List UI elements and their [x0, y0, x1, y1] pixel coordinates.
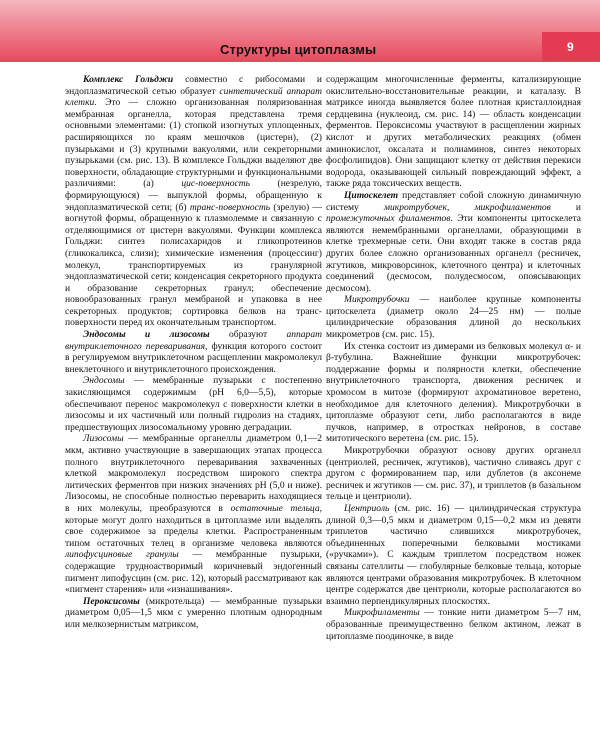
paragraph-peroxisomes-cont: содержащим многочисленные ферменты, катализирующие окислительно-восстановительные реакции, и каталазу. В матриксе иногда выявляется более плотная кристаллоидная сердцевина (нуклеоид, см. рис. 14) — область конденсации ферментов. Пероксисомы участвуют в расщеплении жирных кислот и других метаболических реакциях (обмен аминокислот, оксалата и полиаминов, синтез некоторых фосфолипидов). Они защищают клетку от действия перекиси водорода, оказывающей сильный повреждающий эффект, а также ряда токсических веществ. — [326, 74, 581, 190]
page-number: 9 — [567, 40, 574, 54]
term-golgi: Комплекс Гольджи — [83, 74, 174, 85]
paragraph-centriole: Центриоль (см. рис. 16) — цилиндрическая структура длиной 0,3—0,5 мкм и диаметром 0,15—0,2 мкм из девяти триплетов частично слившихся микротрубочек, объединенных поперечными белковыми мостиками («ручками»). С каждым триплетом посредством ножек связаны сателлиты — глобулярные белковые тельца, которые являются центрами образования микротрубочек. В клеточном центре содержатся две центриоли, которые располагаются во взаимно перпендикулярных плоскостях. — [326, 502, 581, 607]
paragraph-lysosomes: Лизосомы — мембранные органеллы диаметром 0,1—2 мкм, активно участвующие в завершающих этапах процесса полного внутриклеточного переваривания захваченных клеткой макромолекул посредством широкого спектра литических ферментов при низких значениях pH (5,0 и ниже). Лизосомы, не способные полностью переварить находящиеся в них молекулы, преобразуются в остаточные тельца, которые могут долго находиться в цитоплазме или выделять свое содержимое за пределы клетки. Распространенным типом остаточных телец в организме человека являются липофусциновые гранулы — мембранные пузырьки, содержащие трудноастворимый коричневый эндогенный пигмент липофусцин (см. рис. 12), который рассматривают как «пигмент старения» или «изнашивания». — [65, 433, 322, 596]
term-intermediate-filaments: промежуточных филаментов — [326, 213, 451, 225]
page-title: Структуры цитоплазмы — [220, 42, 377, 57]
term-microfilaments: Микрофиламенты — [344, 607, 420, 619]
term-endosomes-lysosomes: Эндосомы и лизосомы — [83, 329, 210, 341]
paragraph-tubulin: Их стенка состоит из димерами из белковых молекул α- и β-тубулина. Важнейшие функции микротрубочек: поддержание формы и полярности клетки, обеспечение внутриклеточного транспорта, движения ресничек и хромосом в митозе (формируют ахроматиновое веретено, необходимое для клеточного деления). Микротрубочки в цитоплазме образуют сети, либо располагаются в виде пучков, например, в отростках нейронов, в составе митотического веретена (см. рис. 15). — [326, 340, 581, 445]
paragraph-cytoskeleton: Цитоскелет представляет собой сложную динамичную систему микротрубочек, микрофиламентов и промежуточных филаментов. Эти компоненты цитоскелета являются немембранными органеллами, образующими в клетке трехмерные сети. Они входят также в состав ряда других более сложно организованных органелл (ресничек, жгутиков, микроворсинок, клеточного центра) и клеточных соединений (десмосом, полудесмосом, опоясывающих десмосом). — [326, 189, 581, 294]
right-column — [326, 74, 581, 642]
left-column — [65, 74, 322, 631]
page-number-box — [542, 32, 600, 61]
term-cis-surface: цис-поверхность — [181, 178, 251, 190]
term-peroxisomes: Пероксисомы — [83, 595, 140, 607]
term-cytoskeleton: Цитоскелет — [344, 189, 399, 201]
term-microtubules: Микротрубочки — [344, 294, 410, 306]
term-residual-bodies: остаточные тельца — [230, 502, 320, 514]
paragraph-peroxisomes: Пероксисомы (микротельца) — мембранные пузырьки диаметром 0,05—1,5 мкм с умеренно плотным однородным или мелкозернистым матриксом, — [65, 595, 322, 630]
term-microtubules-microfilaments: микротрубочек, микрофиламентов — [383, 201, 551, 213]
term-lipofuscin-granules: липофусциновые гранулы — [65, 549, 179, 561]
paragraph-microfilaments: Микрофиламенты — тонкие нити диаметром 5—7 нм, образованные преимущественно белком актином, лежат в цитоплазме поодиночке, в виде — [326, 607, 581, 642]
term-lysosomes: Лизосомы — [83, 433, 124, 445]
term-endosomes: Эндосомы — [83, 375, 125, 387]
term-synthetic-apparatus: синтетический аппарат клетки — [65, 85, 323, 109]
paragraph-endosomes-lysosomes: Эндосомы и лизосомы образуют аппарат внутриклеточного переваривания, функция которого состоит в регулируемом внутриклеточном расщеплении макромолекул внеклеточного и внутриклеточного происхождения. — [65, 329, 322, 375]
paragraph-organelle-base: Микротрубочки образуют основу других органелл (центриолей, ресничек, жгутиков), частично сливаясь друг с другом с формированием пар, или дублетов (в аксонеме ресничек и жгутиков — см. рис. 37), и триплетов (в базальном тельце и центриоли). — [326, 445, 581, 503]
page-header — [0, 0, 600, 62]
paragraph-endosomes: Эндосомы — мембранные пузырьки с постепенно закисляющимся содержимым (pH 6,0—5,5), которые обеспечивают перенос макромолекул с поверхности клетки в лизосомы и их частичный или полный гидролиз на стадиях, предшествующих лизосомальному уровню деградации. — [65, 375, 322, 433]
term-trans-surface: транс-поверхность — [189, 201, 271, 213]
term-centriole: Центриоль — [344, 502, 390, 514]
paragraph-golgi: Комплекс Гольджи совместно с рибосомами и эндоплазматической сетью образует синтетический аппарат клетки. Это — сложно организованная поляризованная мембранная органелла, которая представлена тремя основными элементами: (1) стопкой изогнутых уплощенных, расширяющихся по краям мешочков (цистерн), (2) пузырьками и (3) крупными вакуолями, или секреторными пузырьками (см. рис. 13). В комплексе Гольджи выделяют две поверхности, обладающие структурными и функциональными различиями: (а) цис-поверхность (незрелую, формирующуюся) — выпуклой формы, обращенную к эндоплазматической сети; (б) транс-поверхность (зрелую) — вогнутой формы, обращенную к плазмолемме и связанную с отделяющимися от цистерн вакуолями. Функции комплекса Гольджи: синтез полисахаридов и гликопротеинов (гликокаликса, слизи); химические изменения (процессинг) молекул, транспортируемых из гранулярной эндоплазматической сети; конденсация секреторного продукта и образование секреторных гранул; обеспечение новообразованных гранул мембраной и упаковка в нее секреторных продуктов; сортировка белков на транс-поверхности перед их окончательным транспортом. — [65, 74, 323, 329]
term-digestion-apparatus: аппарат внутриклеточного переваривания — [65, 329, 322, 352]
paragraph-microtubules: Микротрубочки — наиболее крупные компоненты цитоскелета (диаметр около 24—25 нм) — полые цилиндрические образования длиной до нескольких микрометров (см. рис. 15). — [326, 294, 581, 341]
